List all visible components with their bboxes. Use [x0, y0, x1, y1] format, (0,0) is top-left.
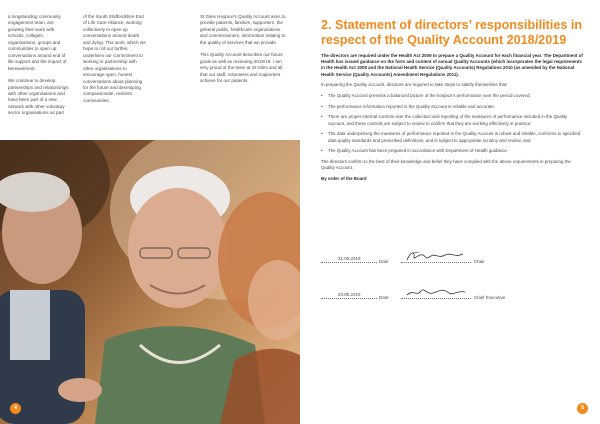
- date-label: Date: [379, 259, 389, 264]
- signatory-role: Chair: [474, 259, 485, 264]
- left-column-2: [83, 14, 147, 110]
- left-column-1: [8, 14, 70, 123]
- handwritten-signature-chief-executive: [405, 285, 467, 299]
- list-item: • The performance information reported in the Quality Account is reliable and accurate;: [321, 104, 583, 110]
- paragraph: This Quality Account describes our future goals as well as reviewing 2018/19. I am very proud of the team at St Giles and all that our staff, volunteers and supporters achieve for our patients.: [200, 52, 283, 84]
- signature-line-chair: [321, 251, 591, 265]
- photo-elderly-patients: [0, 140, 300, 424]
- page-number-right: 5: [577, 403, 588, 414]
- signature-line-chief-executive: [321, 287, 591, 301]
- paragraph: a longstanding community engagement team, are growing their work with schools, colleges, organisations, groups and communities to open up conversations around end of life support and the impact of bereavement.: [8, 14, 67, 71]
- signatory-role: Chief Executive: [474, 295, 506, 300]
- photo-illustration: [0, 140, 300, 424]
- intro-paragraph: The directors are required under the Health Act 2009 to prepare a Quality Account for each financial year. The Department of Health has issued guidance on the form and content of annual Quality Accounts (which incorporates the legal requirements in the Health Act 2009 and the National Health Service (Quality Accounts) Regulations 2010 (as amended by the National Health Service (Quality Accounts) Amendment Regulations 2011).: [321, 53, 583, 77]
- list-item: • There are proper internal controls over the collection and reporting of the measures of performance included in the Quality Account, and these controls are subject to review to confirm that they are working effectively in practice;: [321, 114, 583, 126]
- list-item: • The Quality Account presents a balanced picture of the hospice’s performance over the period covered;: [321, 93, 583, 99]
- handwritten-signature-chair: [405, 249, 467, 263]
- paragraph: We continue to develop partnerships and relationships with other organisations and have been part of a new network with other voluntary sector organisations as part: [8, 78, 69, 116]
- signature-date: 31.05.2019: [338, 256, 361, 261]
- confirm-paragraph: The directors confirm to the best of their knowledge and belief they have complied with the above requirements in preparing the Quality Account.: [321, 158, 571, 171]
- requirements-list: [321, 93, 583, 154]
- preparing-paragraph: In preparing the Quality Account, directors are required to take steps to satisfy themselves that:: [321, 82, 508, 88]
- paragraph: of the South Staffordshire End of Life Care Alliance, working collectively to open up conversations around death and dying. This work, which we hope to roll out further, underlines our commitment to working in partnership with other organisations to encourage open, honest conversations about planning for the future and developing compassionate, resilient communities.: [83, 14, 146, 103]
- date-line: [321, 262, 377, 263]
- paragraph: St Giles Hospice’s Quality Account aims to provide patients, families, supporters, the general public, healthcare organisations and commissioners, information relating to the quality of services that we provide.: [200, 14, 286, 45]
- board-order: By order of the Board: [321, 175, 367, 181]
- left-column-3: [200, 14, 286, 91]
- section-title: 2. Statement of directors’ responsibilities in respect of the Quality Account 2018/2019: [321, 18, 583, 47]
- signature-date: 20.05.2019: [338, 292, 361, 297]
- right-page: [300, 0, 600, 424]
- page-number-left: 4: [10, 403, 21, 414]
- date-label: Date: [379, 295, 389, 300]
- section-body: [321, 53, 583, 187]
- date-line: [321, 298, 377, 299]
- list-item: • The Quality Account has been prepared in accordance with Department of Health guidance.: [321, 148, 583, 154]
- list-item: • The data underpinning the measures of performance reported in the Quality Account is robust and reliable, conforms to specified data quality standards and prescribed definitions, and is subject to appropriate scrutiny and review; and: [321, 131, 583, 143]
